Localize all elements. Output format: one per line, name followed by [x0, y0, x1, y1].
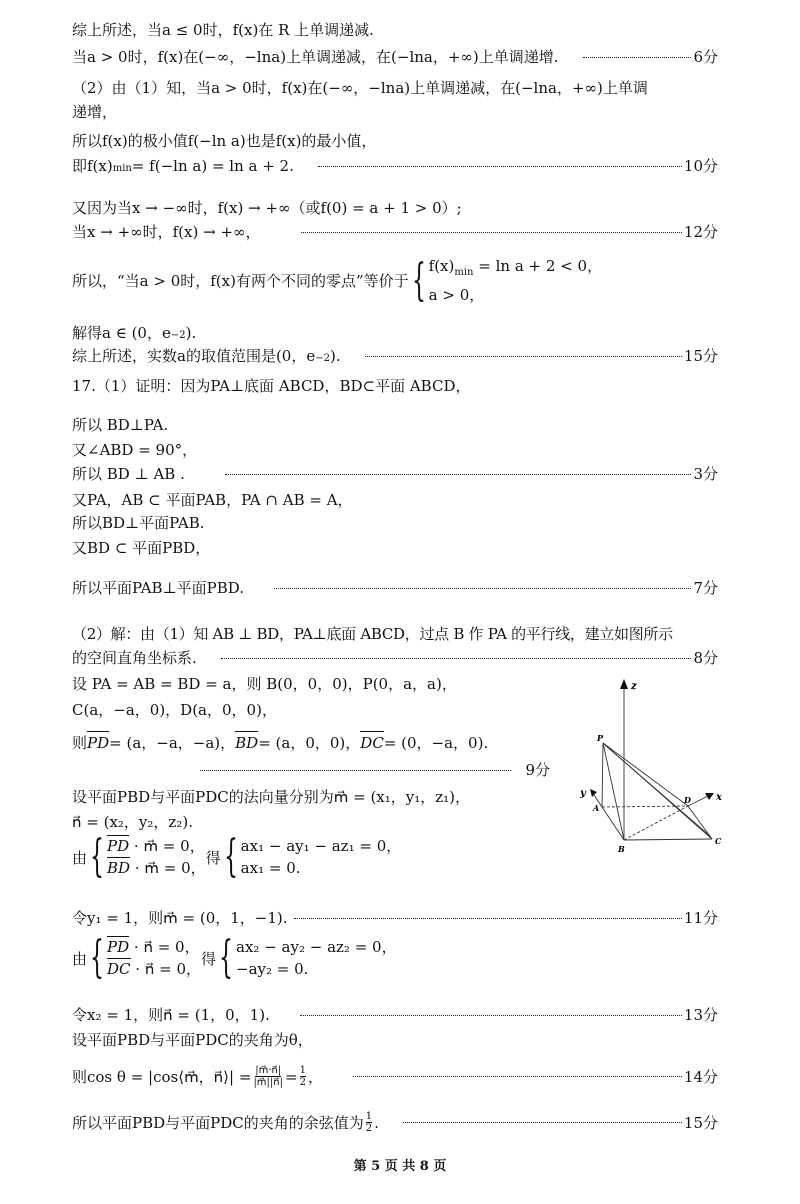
question-heading: [72, 376, 718, 396]
line-text: =: [285, 1067, 298, 1086]
scored-line: [72, 464, 718, 484]
line-text: 当x → +∞时，f(x) → +∞，: [72, 223, 261, 241]
equivalence-system: [72, 255, 602, 306]
system-row: ax₁ − ay₁ − az₁ = 0，: [240, 837, 402, 855]
x-axis: [688, 795, 710, 806]
text-line: [72, 513, 718, 533]
line-text: = (0，−a，0).: [383, 734, 489, 752]
score: 15分: [683, 1113, 718, 1132]
label-B: B: [618, 844, 625, 854]
fraction-half: $\frac{1}{2}$: [365, 1111, 373, 1134]
vector-BD: BD: [235, 731, 258, 753]
text-line: [72, 415, 718, 435]
scored-line: [72, 1065, 718, 1088]
system-rows: [241, 835, 402, 879]
label-P: P: [597, 733, 604, 743]
line-text: 又因为当x → −∞时，f(x) → +∞（或f(0) = a + 1 > 0）;: [72, 199, 462, 217]
system-row: BD · m⃗ = 0，: [107, 859, 206, 877]
scored-line: [200, 760, 550, 780]
score: 9分: [525, 761, 550, 779]
text-line: [72, 1030, 718, 1050]
edge-PB: [603, 743, 624, 840]
line-text: 令y₁ = 1，则m⃗ = (0，1，−1).: [72, 909, 288, 927]
score: 13分: [683, 1006, 718, 1024]
line-text: 所以 BD ⊥ AB .: [72, 465, 185, 483]
text-line: [72, 624, 718, 644]
system-rows: [107, 835, 206, 879]
line-text: 又PA，AB ⊂ 平面PAB，PA ∩ AB = A，: [72, 491, 353, 509]
line-text: = (a，−a，−a)，: [109, 734, 236, 752]
system-row: ax₂ − ay₂ − az₂ = 0，: [236, 938, 397, 956]
fraction: $\frac{|m⃗\cdot n⃗|}{|m⃗||n⃗|}$: [253, 1065, 283, 1088]
scored-line: [72, 1005, 718, 1025]
dot-leader: [300, 1015, 682, 1016]
fraction-half: $\frac{1}{2}$: [299, 1065, 306, 1088]
dot-leader: [294, 918, 682, 919]
system-row: PD · n⃗ = 0，: [107, 938, 200, 956]
brace: {: [411, 254, 426, 306]
subscript: min: [112, 163, 132, 174]
line-text: ).: [185, 324, 197, 342]
line-text: 所以，“当a > 0时，f(x)有两个不同的零点”等价于: [72, 272, 409, 290]
line-text: C(a，−a，0)，D(a，0，0)，: [72, 701, 277, 719]
line-text: 令x₂ = 1，则n⃗ = (1，0，1).: [72, 1006, 270, 1024]
scored-line: [72, 156, 718, 179]
text-line: [72, 538, 718, 558]
label-D: D: [684, 795, 691, 805]
line-text: 即f(x): [72, 157, 113, 175]
dot-leader: [353, 1076, 682, 1077]
dot-leader: [301, 232, 682, 233]
line-text: = (a，0，0)，: [258, 734, 361, 752]
label-z: z: [631, 681, 637, 692]
system-rows: [236, 936, 397, 980]
vector-PD: PD: [87, 731, 109, 753]
page-footer: 第 5 页 共 8 页: [353, 1159, 447, 1174]
line-text: .: [374, 1113, 379, 1132]
brace: {: [219, 932, 234, 983]
text-line: [72, 198, 718, 218]
line-text: 又∠ABD = 90°，: [72, 441, 198, 459]
line-text: 又BD ⊂ 平面PBD，: [72, 539, 211, 557]
system-row: a > 0，: [428, 286, 485, 304]
edge-DC: [688, 806, 712, 839]
line-text: （2）由（1）知，当a > 0时，f(x)在(−∞，−lna)上单调递减，在(−lna，+∞)上单调: [72, 79, 648, 97]
scored-line: [72, 346, 718, 369]
system-row: −ay₂ = 0.: [236, 960, 309, 978]
y-arrow-icon: [590, 789, 597, 797]
system-rows: [107, 936, 201, 980]
line-text: ).: [329, 347, 341, 365]
system-row: $f(x)_{min} = \ln a + 2 < 0$，: [428, 257, 603, 278]
normal-m-system: [72, 831, 402, 882]
dot-leader: [221, 658, 692, 659]
line-text: 由: [72, 949, 88, 968]
line-text: 得: [205, 848, 221, 867]
text-line: [72, 102, 718, 122]
brace: {: [90, 932, 105, 983]
line-text: 所以平面PBD与平面PDC的夹角的余弦值为: [72, 1113, 364, 1132]
dot-leader: [365, 356, 682, 357]
line-text: 则: [72, 734, 88, 752]
text-line: [72, 490, 718, 510]
score: 12分: [683, 223, 718, 241]
label-A: A: [593, 803, 600, 813]
label-y: y: [580, 788, 586, 799]
line-text: 解得a ∈ (0，e: [72, 324, 171, 342]
system-rows: [429, 255, 602, 306]
line-text: 设平面PBD与平面PDC的夹角为θ，: [72, 1031, 313, 1049]
line-text: 的空间直角坐标系.: [72, 649, 197, 667]
line-text: 设 PA = AB = BD = a，则 B(0，0，0)，P(0，a，a)，: [72, 675, 457, 693]
edge-PA: [602, 743, 603, 807]
brace: {: [223, 831, 238, 882]
line-text: 所以平面PAB⊥平面PBD.: [72, 579, 245, 597]
line-text: （2）解：由（1）知 AB ⊥ BD，PA⊥底面 ABCD，过点 B 作 PA 的平行线，建立如图所示: [72, 625, 673, 643]
score: 8分: [693, 649, 718, 667]
system-row: DC · n⃗ = 0，: [107, 960, 201, 978]
label-x: x: [716, 792, 722, 803]
text-line: [72, 323, 718, 346]
dot-leader: [225, 474, 692, 475]
line-text: 所以f(x)的极小值f(−ln a)也是f(x)的最小值，: [72, 132, 377, 150]
scored-line: [72, 1111, 718, 1134]
text-line: [72, 440, 718, 460]
line-text: 综上所述，当a ≤ 0时，f(x)在 R 上单调递减.: [72, 21, 374, 39]
score: 11分: [683, 909, 718, 927]
brace: {: [90, 831, 105, 882]
dot-leader: [318, 166, 682, 167]
score: 6分: [693, 48, 718, 66]
score: 15分: [683, 347, 718, 365]
line-text: 设平面PBD与平面PDC的法向量分别为m⃗ = (x₁，y₁，z₁)，: [72, 788, 471, 806]
superscript: −2: [315, 353, 330, 364]
system-row: ax₁ = 0.: [240, 859, 301, 877]
line-text: ，: [307, 1067, 323, 1086]
dot-leader: [274, 588, 691, 589]
score: 10分: [683, 157, 718, 175]
score: 3分: [693, 465, 718, 483]
line-text: 递增，: [72, 103, 118, 121]
z-arrow-icon: [620, 679, 628, 689]
text-line: [72, 20, 718, 40]
line-text: 则cos θ = |cos⟨m⃗，n⃗⟩| =: [72, 1067, 252, 1086]
edge-PD: [603, 743, 688, 806]
normal-n-system: [72, 932, 397, 983]
scored-line: [72, 908, 718, 928]
scored-line: [72, 578, 718, 598]
system-row: PD · m⃗ = 0，: [107, 837, 205, 855]
label-C: C: [715, 836, 722, 846]
vector-DC: DC: [360, 731, 384, 753]
line-text: 当a > 0时，f(x)在(−∞，−lna)上单调递减，在(−lna，+∞)上单调递增.: [72, 48, 559, 66]
superscript: −2: [170, 330, 186, 341]
line-text: = f(−ln a) = ln a + 2.: [131, 157, 294, 175]
line-text: 综上所述，实数a的取值范围是(0，e: [72, 347, 316, 365]
dot-leader: [200, 770, 511, 771]
line-text: n⃗ = (x₂，y₂，z₂).: [72, 813, 193, 831]
line-text: 所以 BD⊥PA.: [72, 416, 169, 434]
scored-line: [72, 47, 718, 67]
dot-leader: [583, 57, 692, 58]
line-text: 所以BD⊥平面PAB.: [72, 514, 205, 532]
scored-line: [72, 648, 718, 668]
text-line: [72, 131, 718, 151]
dot-leader: [403, 1122, 682, 1123]
text-line: [72, 78, 718, 98]
score: 14分: [683, 1067, 718, 1086]
coordinate-figure: [570, 670, 750, 860]
score: 7分: [693, 579, 718, 597]
scored-line: [72, 222, 718, 242]
line-text: 得: [201, 949, 217, 968]
line-text: 17.（1）证明：因为PA⊥底面 ABCD，BD⊂平面 ABCD，: [72, 377, 471, 395]
edge-BD: [624, 806, 688, 840]
line-text: 由: [72, 848, 88, 867]
edge-BC: [624, 839, 712, 840]
